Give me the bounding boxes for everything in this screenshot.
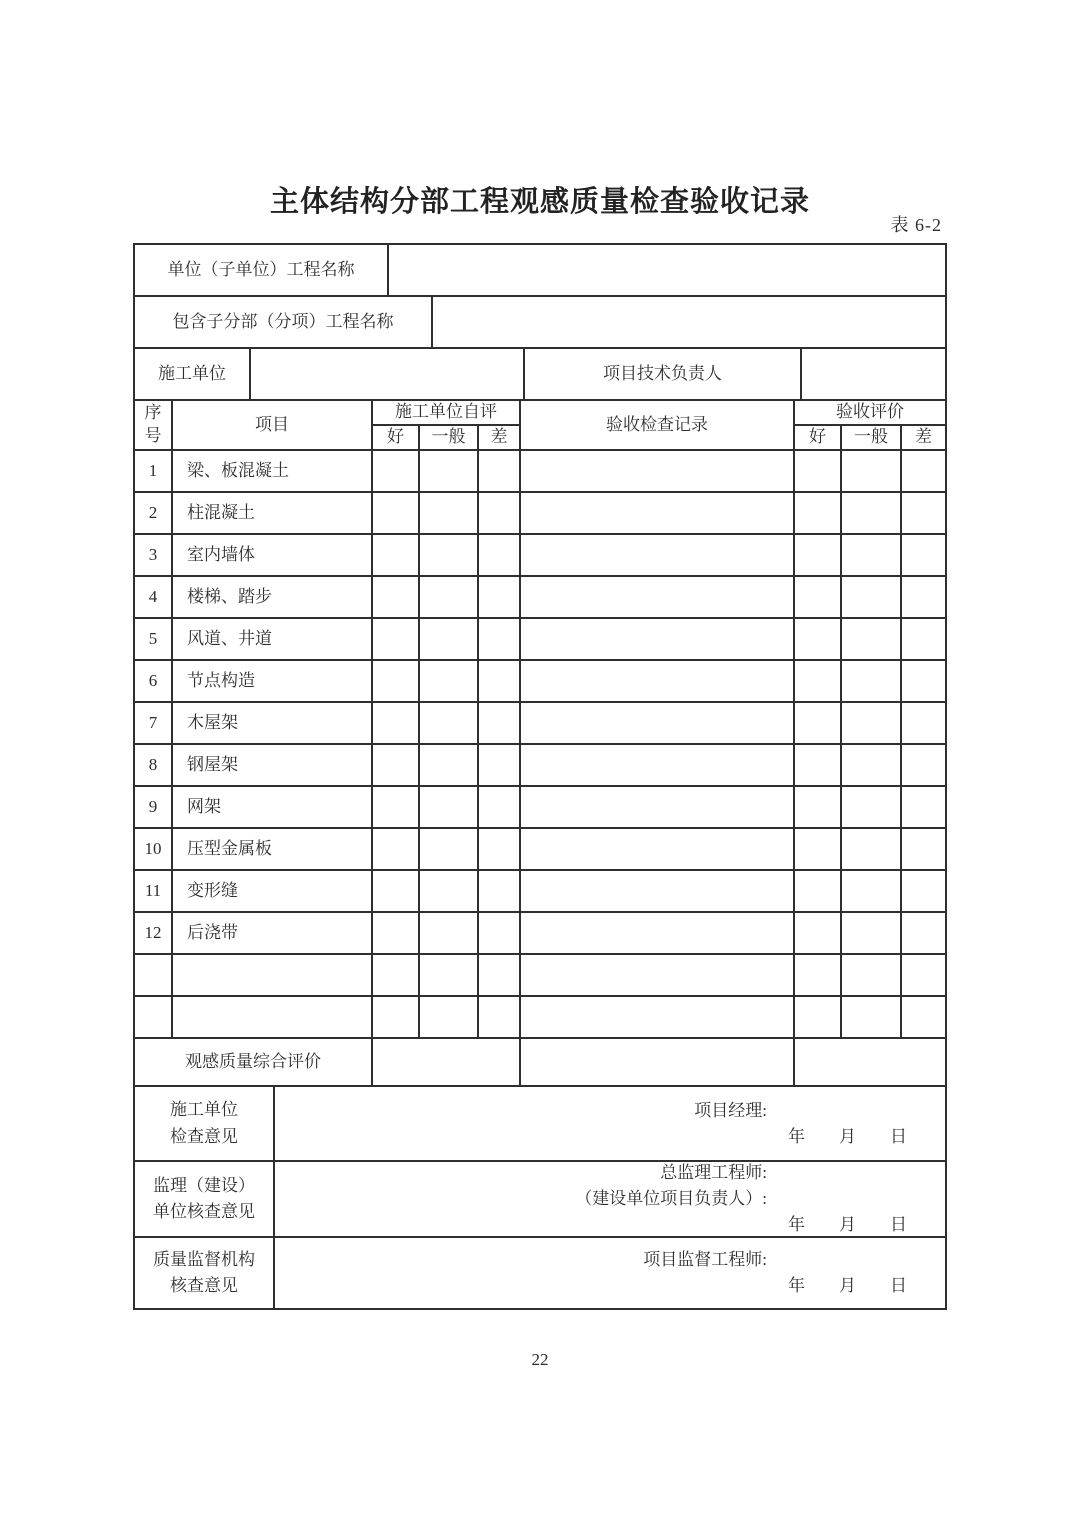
item-number: 4 xyxy=(135,577,173,617)
quality-bureau-date-line: 年 月 日 xyxy=(788,1276,907,1295)
self-eval-good-cell xyxy=(373,619,420,659)
accept-eval-average-cell xyxy=(842,703,902,743)
constructor-opinion-date-line: 年 月 日 xyxy=(788,1126,907,1146)
supervisor-opinion-label-line1: 监理（建设） xyxy=(153,1175,255,1195)
item-row xyxy=(135,577,945,619)
item-name: 柱混凝土 xyxy=(173,493,373,533)
item-name: 风道、井道 xyxy=(173,619,373,659)
self-eval-poor-cell xyxy=(479,619,521,659)
self-eval-good-cell xyxy=(373,745,420,785)
accept-eval-good-cell xyxy=(795,829,842,869)
item-number: 12 xyxy=(135,913,173,953)
accept-eval-poor-cell xyxy=(902,493,945,533)
self-eval-poor-cell xyxy=(479,703,521,743)
self-eval-average-cell xyxy=(420,745,479,785)
self-eval-poor-cell xyxy=(479,577,521,617)
self-eval-good-cell xyxy=(373,703,420,743)
accept-eval-average-cell xyxy=(842,787,902,827)
constructor-row xyxy=(135,349,945,401)
supervisor-opinion-label xyxy=(135,1162,275,1236)
sub-name-row xyxy=(135,297,945,349)
self-eval-poor-cell xyxy=(479,493,521,533)
accept-eval-good-cell xyxy=(795,535,842,575)
self-eval-average-cell xyxy=(420,661,479,701)
owner-representative-sign-line: （建设单位项目负责人）: xyxy=(575,1189,767,1208)
supervisor-opinion-date-line: 年 月 日 xyxy=(788,1215,907,1234)
self-eval-good-cell xyxy=(373,535,420,575)
constructor-value-cell xyxy=(251,349,525,399)
accept-eval-good-cell xyxy=(795,619,842,659)
inspection-record-cell xyxy=(521,619,795,659)
item-row xyxy=(135,451,945,493)
composite-accept-eval-cell xyxy=(795,1039,945,1085)
self-eval-poor-cell xyxy=(479,829,521,869)
accept-eval-good-cell xyxy=(795,913,842,953)
supervising-engineer-sign-line: 项目监督工程师: xyxy=(643,1250,767,1269)
page-title: 主体结构分部工程观感质量检查验收记录 xyxy=(269,186,810,218)
accept-eval-average-cell xyxy=(842,997,902,1037)
self-eval-average-cell xyxy=(420,913,479,953)
quality-bureau-opinion-content xyxy=(275,1238,945,1308)
inspection-record-cell xyxy=(521,955,795,995)
self-eval-average-cell xyxy=(420,787,479,827)
accept-eval-good-cell xyxy=(795,997,842,1037)
self-eval-average-cell xyxy=(420,493,479,533)
item-number: 7 xyxy=(135,703,173,743)
item-name: 后浇带 xyxy=(173,913,373,953)
item-row xyxy=(135,535,945,577)
composite-eval-row xyxy=(135,1039,945,1087)
inspection-record-cell xyxy=(521,829,795,869)
inspection-record-cell xyxy=(521,493,795,533)
quality-bureau-label-line1: 质量监督机构 xyxy=(153,1249,255,1269)
accept-eval-poor-cell xyxy=(902,577,945,617)
accept-eval-poor-cell xyxy=(902,787,945,827)
item-number: 5 xyxy=(135,619,173,659)
self-eval-poor-cell xyxy=(479,787,521,827)
quality-bureau-label-line2: 核查意见 xyxy=(170,1276,238,1295)
self-eval-good-cell xyxy=(373,787,420,827)
accept-eval-poor-cell xyxy=(902,955,945,995)
item-row xyxy=(135,997,945,1039)
self-eval-average-cell xyxy=(420,451,479,491)
accept-eval-good-cell xyxy=(795,451,842,491)
self-eval-poor-cell xyxy=(479,451,521,491)
accept-eval-average-cell xyxy=(842,493,902,533)
accept-eval-average-cell xyxy=(842,955,902,995)
inspection-record-cell xyxy=(521,703,795,743)
item-row xyxy=(135,871,945,913)
accept-eval-good-cell xyxy=(795,955,842,995)
tech-lead-value-cell xyxy=(802,349,945,399)
header-self-eval-label: 施工单位自评 xyxy=(373,401,519,426)
accept-eval-average-cell xyxy=(842,535,902,575)
self-eval-poor-cell xyxy=(479,745,521,785)
quality-bureau-opinion-label xyxy=(135,1238,275,1308)
self-eval-average-cell xyxy=(420,577,479,617)
item-row xyxy=(135,745,945,787)
inspection-record-cell xyxy=(521,661,795,701)
self-eval-poor-cell xyxy=(479,661,521,701)
self-eval-average-cell xyxy=(420,871,479,911)
constructor-opinion-label xyxy=(135,1087,275,1160)
accept-eval-average-cell xyxy=(842,745,902,785)
self-eval-average-cell xyxy=(420,829,479,869)
inspection-record-cell xyxy=(521,535,795,575)
item-number xyxy=(135,997,173,1037)
self-eval-good-cell xyxy=(373,871,420,911)
table-number-label: 表 6-2 xyxy=(890,215,942,235)
item-name: 楼梯、踏步 xyxy=(173,577,373,617)
item-row xyxy=(135,493,945,535)
item-number: 11 xyxy=(135,871,173,911)
accept-eval-poor-cell xyxy=(902,535,945,575)
inspection-record-cell xyxy=(521,787,795,827)
accept-eval-good-cell xyxy=(795,703,842,743)
constructor-opinion-label-line1: 施工单位 xyxy=(170,1100,238,1120)
accept-eval-average-cell xyxy=(842,829,902,869)
header-accept-eval-subcolumns xyxy=(795,426,945,449)
self-eval-average-cell xyxy=(420,997,479,1037)
item-number: 2 xyxy=(135,493,173,533)
item-number: 9 xyxy=(135,787,173,827)
item-row xyxy=(135,787,945,829)
self-eval-good-cell xyxy=(373,493,420,533)
self-eval-good-cell xyxy=(373,661,420,701)
item-row xyxy=(135,829,945,871)
unit-name-label: 单位（子单位）工程名称 xyxy=(135,245,389,295)
item-name: 网架 xyxy=(173,787,373,827)
header-seq xyxy=(135,401,173,449)
item-name: 节点构造 xyxy=(173,661,373,701)
accept-eval-poor-cell xyxy=(902,871,945,911)
header-accept-eval-group xyxy=(795,401,945,449)
self-eval-poor-cell xyxy=(479,997,521,1037)
self-eval-good-cell xyxy=(373,577,420,617)
accept-eval-good-cell xyxy=(795,871,842,911)
constructor-opinion-label-line2: 检查意见 xyxy=(170,1126,238,1146)
header-accept-poor: 差 xyxy=(915,427,932,447)
accept-eval-poor-cell xyxy=(902,619,945,659)
item-name: 钢屋架 xyxy=(173,745,373,785)
item-name: 木屋架 xyxy=(173,703,373,743)
header-self-good: 好 xyxy=(373,426,420,449)
item-number: 1 xyxy=(135,451,173,491)
accept-eval-good-cell xyxy=(795,493,842,533)
grid-header-row xyxy=(135,401,945,451)
self-eval-poor-cell xyxy=(479,535,521,575)
header-self-poor: 差 xyxy=(490,427,508,447)
tech-lead-label: 项目技术负责人 xyxy=(525,349,802,399)
constructor-opinion-content xyxy=(275,1087,945,1160)
page-number: 22 xyxy=(531,1350,549,1369)
accept-eval-poor-cell xyxy=(902,745,945,785)
accept-eval-average-cell xyxy=(842,871,902,911)
self-eval-average-cell xyxy=(420,703,479,743)
accept-eval-good-cell xyxy=(795,661,842,701)
inspection-record-cell xyxy=(521,871,795,911)
chief-supervisor-sign-line: 总监理工程师: xyxy=(660,1163,767,1182)
item-number: 6 xyxy=(135,661,173,701)
project-manager-sign-line: 项目经理: xyxy=(694,1100,767,1120)
composite-self-eval-cell xyxy=(373,1039,521,1085)
item-number: 8 xyxy=(135,745,173,785)
inspection-record-cell xyxy=(521,745,795,785)
item-name: 室内墙体 xyxy=(173,535,373,575)
constructor-label: 施工单位 xyxy=(135,349,251,399)
item-row xyxy=(135,619,945,661)
sub-name-label: 包含子分部（分项）工程名称 xyxy=(135,297,433,347)
accept-eval-average-cell xyxy=(842,661,902,701)
accept-eval-average-cell xyxy=(842,577,902,617)
unit-name-row xyxy=(135,245,945,297)
self-eval-good-cell xyxy=(373,913,420,953)
header-accept-average: 一般 xyxy=(842,426,902,449)
accept-eval-poor-cell xyxy=(902,829,945,869)
supervisor-opinion-row xyxy=(135,1162,945,1238)
header-self-average: 一般 xyxy=(420,426,479,449)
accept-eval-good-cell xyxy=(795,577,842,617)
accept-eval-good-cell xyxy=(795,787,842,827)
inspection-record-cell xyxy=(521,451,795,491)
header-record: 验收检查记录 xyxy=(521,401,795,449)
accept-eval-poor-cell xyxy=(902,451,945,491)
composite-record-cell xyxy=(521,1039,795,1085)
accept-eval-poor-cell xyxy=(902,997,945,1037)
accept-eval-poor-cell xyxy=(902,661,945,701)
self-eval-good-cell xyxy=(373,451,420,491)
self-eval-poor-cell xyxy=(479,871,521,911)
inspection-record-cell xyxy=(521,997,795,1037)
accept-eval-average-cell xyxy=(842,451,902,491)
header-seq-label: 序号 xyxy=(144,403,162,445)
self-eval-good-cell xyxy=(373,829,420,869)
item-name xyxy=(173,997,373,1037)
item-row xyxy=(135,913,945,955)
item-name xyxy=(173,955,373,995)
supervisor-opinion-label-line2: 单位核查意见 xyxy=(153,1202,255,1221)
header-self-eval-subcolumns xyxy=(373,426,519,449)
self-eval-average-cell xyxy=(420,619,479,659)
item-name: 梁、板混凝土 xyxy=(173,451,373,491)
header-accept-good: 好 xyxy=(795,426,842,449)
inspection-record-cell xyxy=(521,577,795,617)
self-eval-good-cell xyxy=(373,955,420,995)
item-row xyxy=(135,955,945,997)
item-row xyxy=(135,703,945,745)
self-eval-average-cell xyxy=(420,955,479,995)
accept-eval-average-cell xyxy=(842,619,902,659)
accept-eval-poor-cell xyxy=(902,703,945,743)
accept-eval-average-cell xyxy=(842,913,902,953)
self-eval-poor-cell xyxy=(479,955,521,995)
accept-eval-good-cell xyxy=(795,745,842,785)
inspection-form-table xyxy=(133,243,947,1310)
composite-eval-label: 观感质量综合评价 xyxy=(135,1039,373,1085)
item-number xyxy=(135,955,173,995)
constructor-opinion-row xyxy=(135,1087,945,1162)
self-eval-average-cell xyxy=(420,535,479,575)
quality-bureau-opinion-row xyxy=(135,1238,945,1308)
item-name: 变形缝 xyxy=(173,871,373,911)
item-number: 10 xyxy=(135,829,173,869)
header-accept-eval-label: 验收评价 xyxy=(795,401,945,426)
header-self-eval-group xyxy=(373,401,521,449)
item-number: 3 xyxy=(135,535,173,575)
item-name: 压型金属板 xyxy=(173,829,373,869)
inspection-record-cell xyxy=(521,913,795,953)
sub-name-value-cell xyxy=(433,297,945,347)
self-eval-poor-cell xyxy=(479,913,521,953)
header-item: 项目 xyxy=(173,401,373,449)
item-row xyxy=(135,661,945,703)
unit-name-value-cell xyxy=(389,245,945,295)
accept-eval-poor-cell xyxy=(902,913,945,953)
self-eval-good-cell xyxy=(373,997,420,1037)
supervisor-opinion-content xyxy=(275,1162,945,1236)
